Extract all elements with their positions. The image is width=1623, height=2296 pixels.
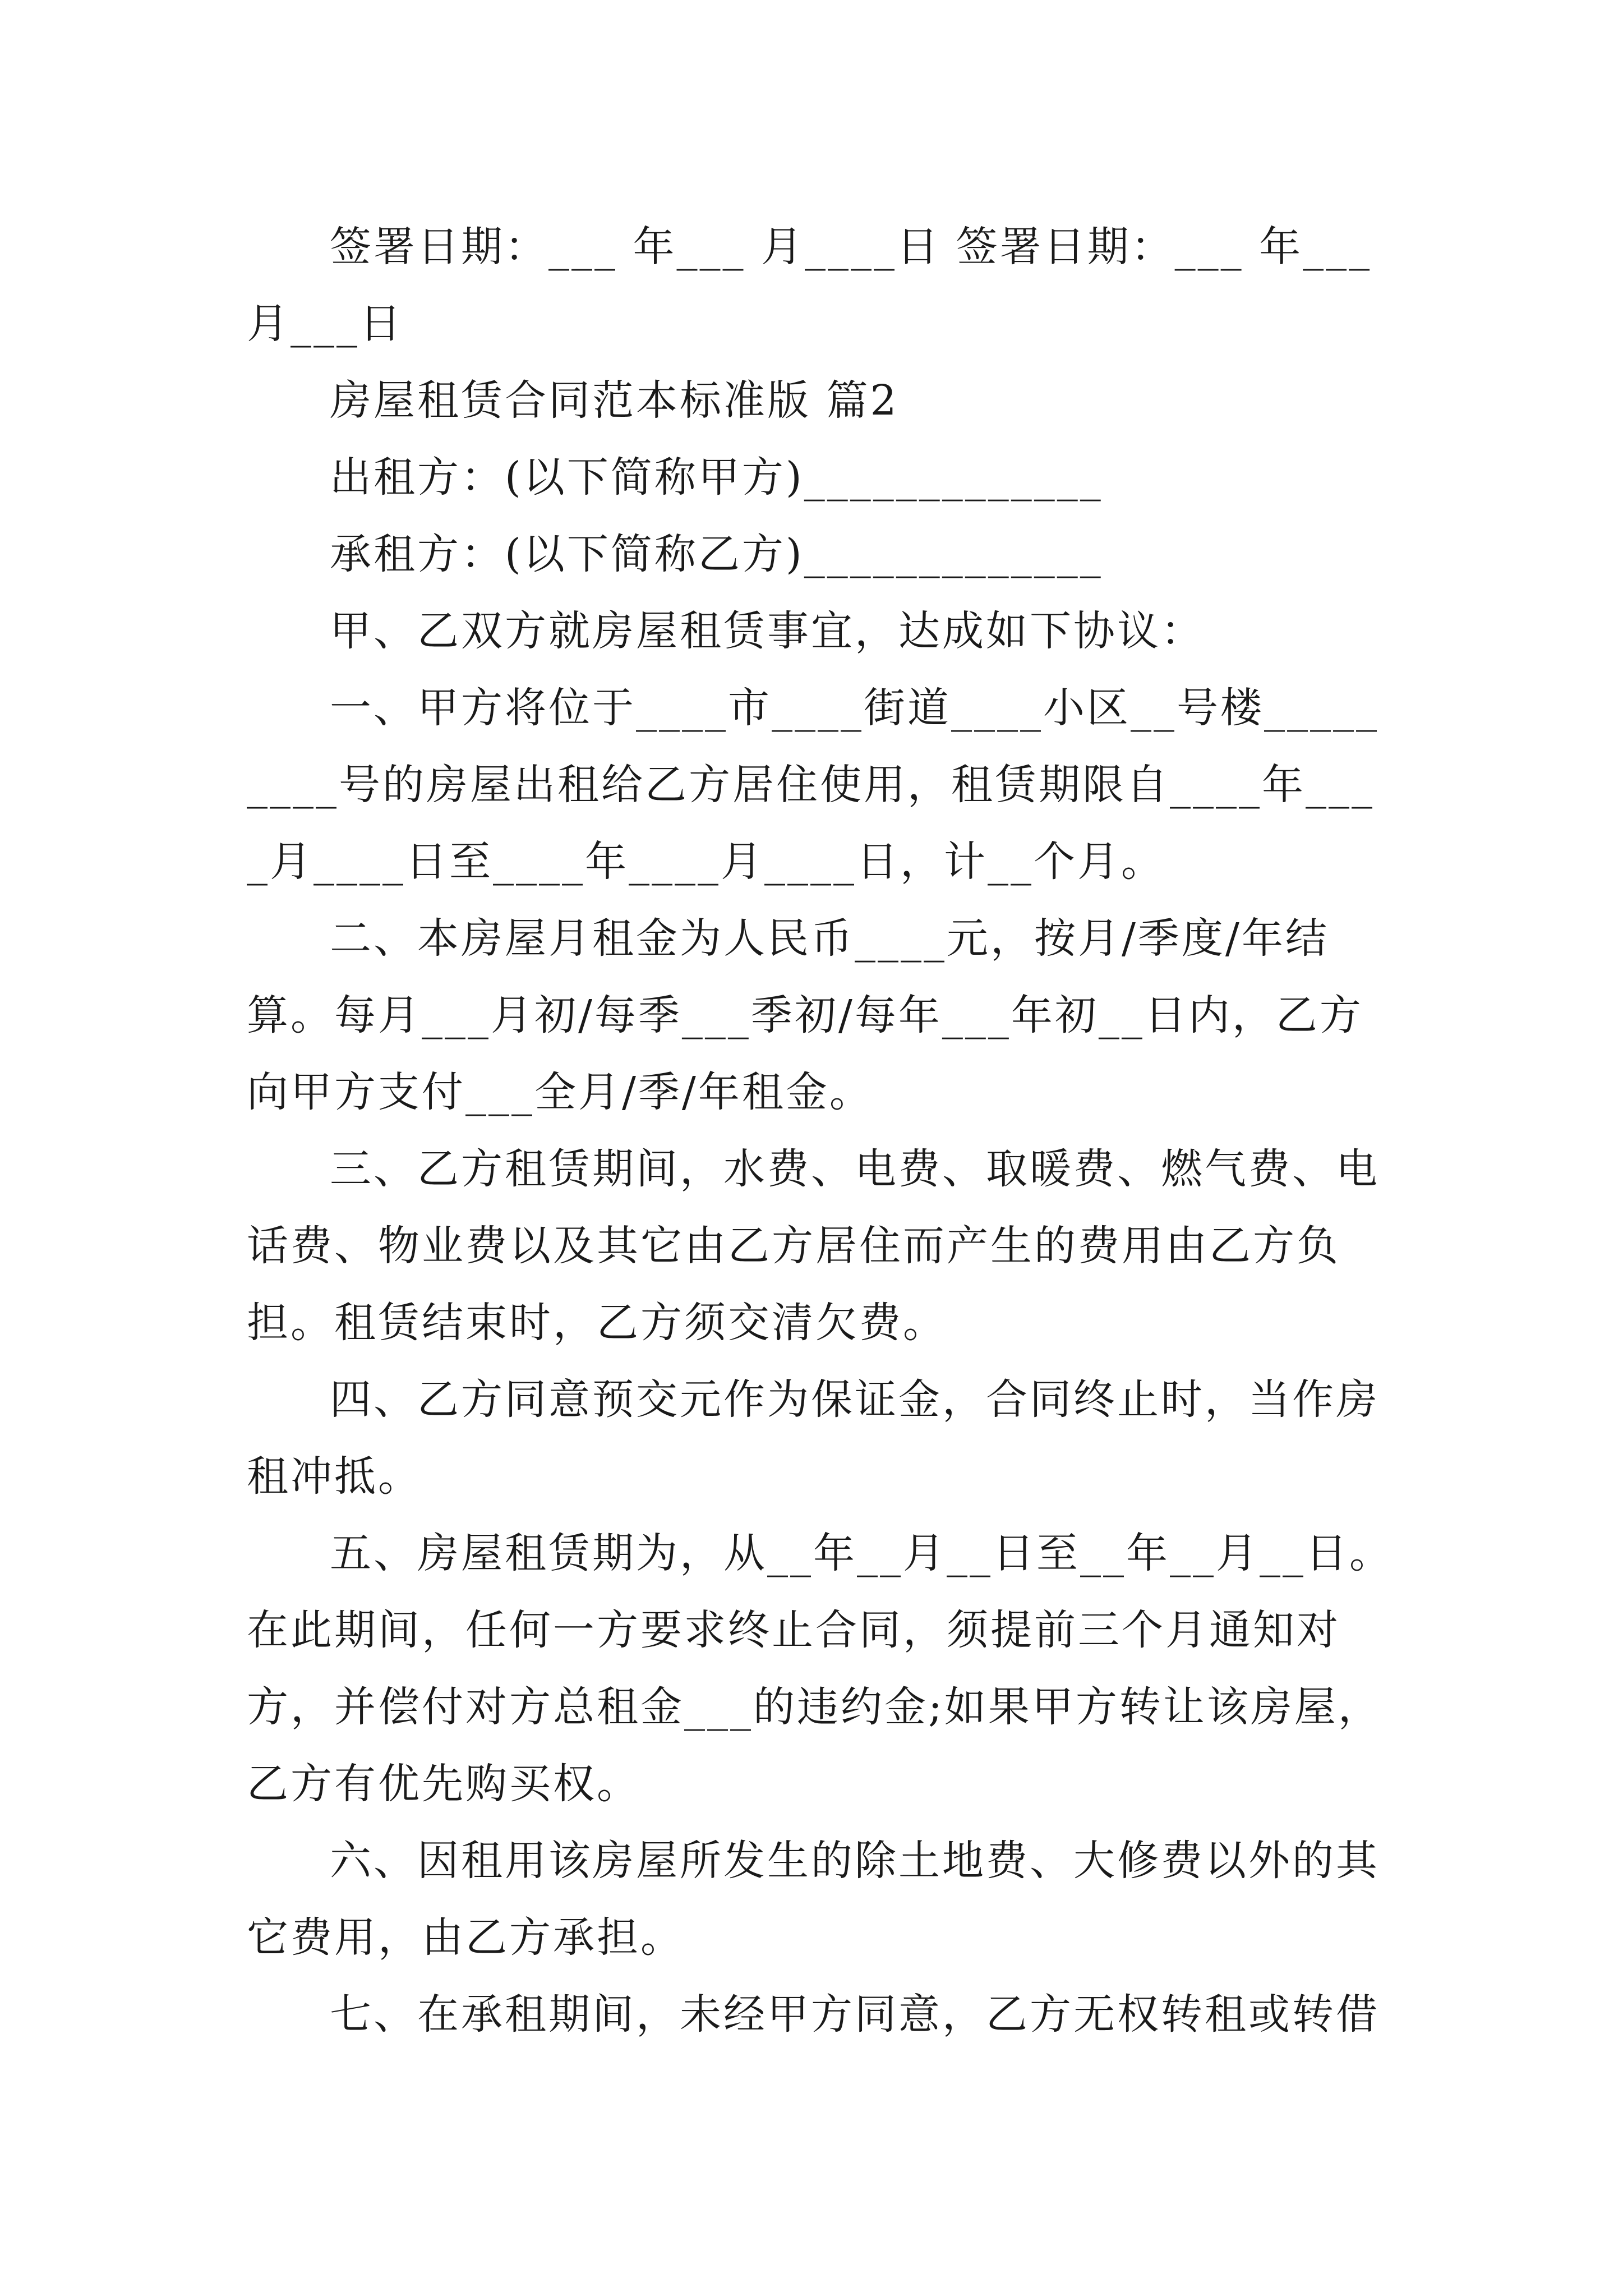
clause-3: 三、乙方租赁期间，水费、电费、取暖费、燃气费、电话费、物业费以及其它由乙方居住而产生的费用由乙方负担。租赁结束时，乙方须交清欠费。 bbox=[247, 1145, 1380, 1347]
clause-1: 一、甲方将位于____市____街道____小区__号楼_________号的房屋出租给乙方居住使用，租赁期限自____年____月____日至____年____月____日，计__个月。 bbox=[247, 684, 1379, 886]
section-title: 房屋租赁合同范本标准版 篇2 bbox=[330, 376, 899, 425]
agreement-intro: 甲、乙双方就房屋租赁事宜，达成如下协议： bbox=[330, 607, 1205, 655]
sign-date-line: 签署日期：___ 年___ 月____日 签署日期：___ 年___ 月___日 bbox=[247, 223, 1372, 348]
clause-7: 七、在承租期间，未经甲方同意，乙方无权转租或转借 bbox=[330, 1990, 1380, 2039]
lessor-line: 出租方：(以下简称甲方)_____________ bbox=[330, 453, 1103, 501]
document-body bbox=[247, 209, 1396, 2053]
lessee-line: 承租方：(以下简称乙方)_____________ bbox=[330, 530, 1103, 578]
clause-5: 五、房屋租赁期为，从__年__月__日至__年__月__日。在此期间，任何一方要求终止合同，须提前三个月通知对方，并偿付对方总租金___的违约金;如果甲方转让该房屋，乙方有优先购买权。 bbox=[247, 1529, 1393, 1808]
clause-2: 二、本房屋月租金为人民币____元，按月/季度/年结算。每月___月初/每季___季初/每年___年初__日内，乙方向甲方支付___全月/季/年租金。 bbox=[247, 914, 1363, 1116]
clause-4: 四、乙方同意预交元作为保证金，合同终止时，当作房租冲抵。 bbox=[247, 1375, 1380, 1501]
clause-6: 六、因租用该房屋所发生的除土地费、大修费以外的其它费用，由乙方承担。 bbox=[247, 1837, 1380, 1962]
